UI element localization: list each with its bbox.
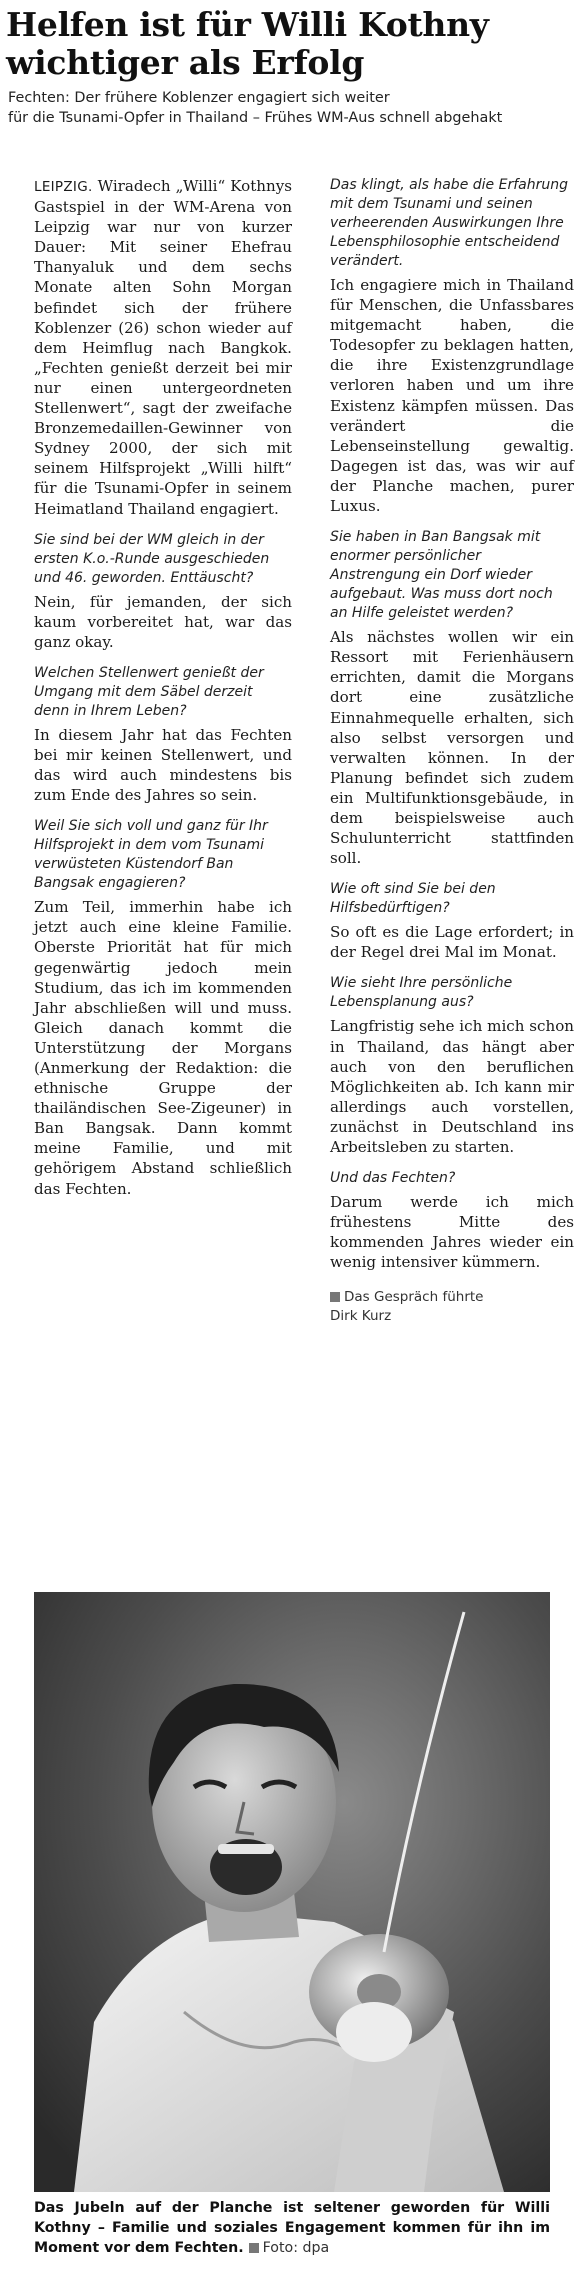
interview-answer: Darum werde ich mich frühestens Mitte des kommenden Jahres wieder ein wenig intensiver kümmern.	[330, 1193, 574, 1272]
interview-question: Sie sind bei der WM gleich in der ersten K.o.-Runde ausgeschieden und 46. geworden. Enttäuscht?	[34, 531, 270, 586]
subhead-line-2: für die Tsunami-Opfer in Thailand – Frühes WM-Aus schnell abgehakt	[8, 110, 503, 126]
left-column	[34, 176, 292, 1203]
credit-line-1: Das Gespräch führte	[344, 1289, 484, 1306]
interview-answer: Nein, für jemanden, der sich kaum vorbereitet hat, war das ganz okay.	[34, 592, 292, 651]
interview-question: Und das Fechten?	[330, 1170, 456, 1187]
headline	[6, 0, 574, 82]
fencer-photo	[34, 1592, 550, 2192]
interview-answer: Langfristig sehe ich mich schon in Thailand, das hängt aber auch von den beruflichen Möglichkeiten ab. Ich kann mir allerdings auch vorstellen, zunächst in Deutschland ins Arbeitsleben zu starten.	[330, 1017, 574, 1156]
subhead-line-1: Fechten: Der frühere Koblenzer engagiert sich weiter	[8, 90, 390, 106]
subheadline	[6, 88, 574, 128]
glove	[336, 2002, 412, 2062]
dateline: LEIPZIG.	[34, 179, 93, 195]
interview-question: Welchen Stellenwert genießt der Umgang mit dem Säbel derzeit denn in Ihrem Leben?	[34, 664, 264, 719]
fencer-illustration	[34, 1592, 550, 2192]
headline-line-2: wichtiger als Erfolg	[6, 43, 365, 82]
interview-answer: Ich engagiere mich in Thailand für Menschen, die Unfassbares mitgemacht haben, die Todesopfer zu beklagen hatten, die ihre Existenzgrundlage verloren haben und um ihre Existenz kämpfen müssen. Das verändert die Lebenseinstellung gewaltig. Dagegen ist das, was wir auf der Planche machen, purer Luxus.	[330, 276, 574, 516]
interview-question: Sie haben in Ban Bangsak mit enormer persönlicher Anstrengung ein Dorf wieder aufgebaut. Was muss dort noch an Hilfe geleistet werden?	[330, 529, 553, 622]
photo-credit-text: Foto: dpa	[262, 2240, 330, 2256]
right-column	[330, 176, 574, 1326]
interview-answer: Zum Teil, immerhin habe ich jetzt auch eine kleine Familie. Oberste Priorität hat für mich gegenwärtig jedoch mein Studium, das ich im kommenden Jahr abschließen will und muss. Gleich danach kommt die Unterstützung der Morgans (Anmerkung der Redaktion: die ethnische Gruppe der thailändischen See-Zigeuner) in Ban Bangsak. Dann kommt meine Familie, und mit gehörigem Abstand schließlich das Fechten.	[34, 898, 292, 1198]
caption-text: Das Jubeln auf der Planche ist seltener geworden für Willi Kothny – Familie und soziales Engagement kommen für ihn im Moment vor dem Fechten.	[34, 2200, 550, 2256]
interview-answer: In diesem Jahr hat das Fechten bei mir keinen Stellenwert, und das wird auch mindestens bis zum Ende des Jahres so sein.	[34, 725, 292, 805]
intro-paragraph	[34, 176, 292, 519]
interview-credit	[330, 1288, 574, 1326]
headline-line-1: Helfen ist für Willi Kothny	[6, 5, 489, 44]
credit-line-2: Dirk Kurz	[330, 1308, 392, 1325]
interview-question: Weil Sie sich voll und ganz für Ihr Hilfsprojekt in dem vom Tsunami verwüsteten Küstendorf Ban Bangsak engagieren?	[34, 818, 268, 892]
interview-answer: So oft es die Lage erfordert; in der Regel drei Mal im Monat.	[330, 923, 574, 962]
interview-question: Wie oft sind Sie bei den Hilfsbedürftigen?	[330, 881, 496, 917]
square-bullet-icon	[249, 2243, 259, 2253]
interview-question: Wie sieht Ihre persönliche Lebensplanung aus?	[330, 975, 513, 1011]
square-bullet-icon	[330, 1292, 340, 1302]
photo-credit	[249, 2240, 330, 2256]
interview-answer: Als nächstes wollen wir ein Ressort mit Ferienhäusern errichten, damit die Morgans dort eine zusätzliche Einnahmequelle erhalten, sich also selbst versorgen und verwalten können. In der Planung befindet sich zudem ein Multifunktionsgebäude, in dem beispielsweise auch Schulunterricht stattfinden soll.	[330, 628, 574, 868]
photo-caption	[34, 2198, 550, 2258]
interview-question: Das klingt, als habe die Erfahrung mit dem Tsunami und seinen verheerenden Auswirkungen Ihre Lebensphilosophie entscheidend verändert.	[330, 177, 568, 269]
intro-text: Wiradech „Willi“ Kothnys Gastspiel in der WM-Arena von Leipzig war nur von kurzer Dauer: Mit seiner Ehefrau Thanyaluk und dem sechs Monate alten Sohn Morgan befindet sich der frühere Koblenzer (26) schon wieder auf dem Heimflug nach Bangkok. „Fechten genießt derzeit bei mir nur einen untergeordneten Stellenwert“, sagt der zweifache Bronzemedaillen-Gewinner von Sydney 2000, der sich mit seinem Hilfsprojekt „Willi hilft“ für die Tsunami-Opfer in seinem Heimatland Thailand engagiert.	[34, 177, 292, 518]
